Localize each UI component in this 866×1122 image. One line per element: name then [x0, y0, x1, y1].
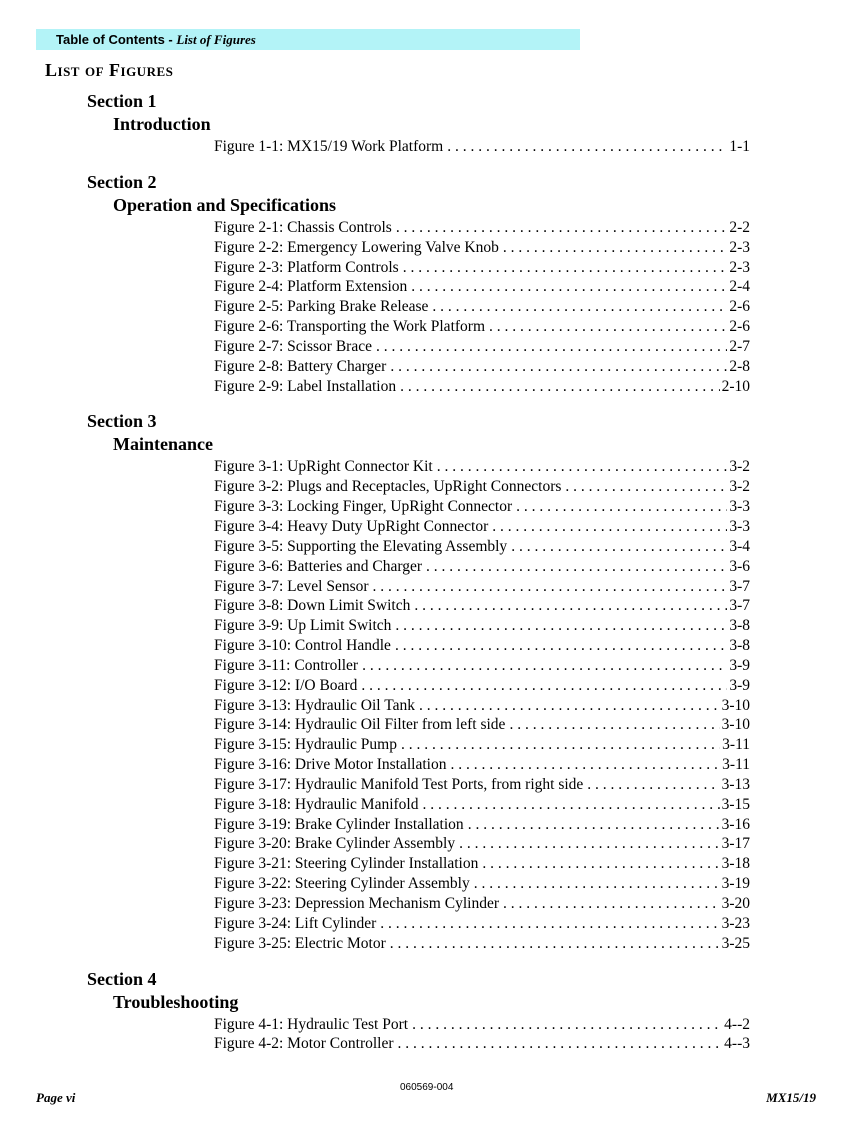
figure-page-number: 3-7 [729, 577, 750, 595]
dot-leader [587, 775, 719, 795]
dot-leader [422, 795, 719, 815]
dot-leader [401, 735, 720, 755]
figure-page-number: 2-6 [729, 318, 750, 336]
section-subheading: Introduction [113, 114, 211, 134]
dot-leader [373, 577, 728, 597]
figure-label: Figure 3-22: Steering Cylinder Assembly [214, 875, 470, 893]
header-band [36, 29, 580, 50]
figure-page-number: 3-9 [729, 676, 750, 694]
figure-page-number: 3-7 [729, 597, 750, 615]
figure-label: Figure 2-8: Battery Charger [214, 357, 387, 375]
dot-leader [447, 137, 727, 157]
dot-leader [450, 755, 720, 775]
dot-leader [474, 874, 720, 894]
figure-page-number: 2-6 [729, 298, 750, 316]
dot-leader [426, 557, 727, 577]
dot-leader [565, 477, 727, 497]
dot-leader [396, 218, 728, 238]
figure-label: Figure 3-14: Hydraulic Oil Filter from left side [214, 716, 506, 734]
figure-page-number: 3-9 [729, 656, 750, 674]
figure-page-number: 3-25 [721, 934, 750, 952]
figure-entry[interactable] [214, 337, 750, 357]
dot-leader [511, 537, 727, 557]
figure-entry[interactable] [214, 874, 750, 894]
dot-leader [362, 656, 727, 676]
dot-leader [395, 636, 727, 656]
figure-page-number: 3-6 [729, 557, 750, 575]
figure-entry[interactable] [214, 277, 750, 297]
figure-entry[interactable] [214, 258, 750, 278]
figure-page-number: 2-2 [729, 218, 750, 236]
figure-entry[interactable] [214, 477, 750, 497]
figure-entry[interactable] [214, 357, 750, 377]
figure-label: Figure 3-3: Locking Finger, UpRight Connector [214, 498, 513, 516]
figure-label: Figure 3-12: I/O Board [214, 676, 358, 694]
section-heading: Section 3 [87, 411, 157, 432]
figure-label: Figure 2-3: Platform Controls [214, 258, 399, 276]
figure-entry[interactable] [214, 834, 750, 854]
figure-entry[interactable] [214, 696, 750, 716]
figure-page-number: 3-15 [721, 795, 750, 813]
figure-label: Figure 3-18: Hydraulic Manifold [214, 795, 419, 813]
figure-entry[interactable] [214, 894, 750, 914]
figure-list [0, 90, 866, 1054]
dot-leader [390, 934, 720, 954]
figure-page-number: 3-23 [721, 914, 750, 932]
figure-entry[interactable] [214, 1015, 750, 1035]
dot-leader [482, 854, 719, 874]
section-heading: Section 4 [87, 968, 157, 989]
figure-label: Figure 2-5: Parking Brake Release [214, 298, 429, 316]
figure-page-number: 3-8 [729, 617, 750, 635]
figure-page-number: 3-8 [729, 637, 750, 655]
header-title-text: Table of Contents - [56, 32, 177, 47]
figure-label: Figure 1-1: MX15/19 Work Platform [214, 138, 444, 155]
figure-page-number: 3-11 [722, 756, 750, 774]
figure-label: Figure 3-8: Down Limit Switch [214, 597, 411, 615]
dot-leader [432, 297, 727, 317]
figure-page-number: 3-11 [722, 736, 750, 754]
figure-entry[interactable] [214, 636, 750, 656]
dot-leader [489, 317, 727, 337]
figure-entry[interactable] [214, 715, 750, 735]
footer-doc-number: 060569-004 [400, 1082, 454, 1093]
figure-label: Figure 2-2: Emergency Lowering Valve Knob [214, 238, 499, 256]
section-heading: Section 2 [87, 171, 157, 192]
figure-label: Figure 2-7: Scissor Brace [214, 337, 372, 355]
figure-page-number: 2-3 [729, 238, 750, 256]
section-block [0, 90, 866, 157]
figure-label: Figure 3-7: Level Sensor [214, 577, 369, 595]
figure-label: Figure 3-4: Heavy Duty UpRight Connector [214, 517, 489, 535]
figure-label: Figure 3-23: Depression Mechanism Cylinder [214, 895, 499, 912]
page-title: List of Figures [45, 60, 174, 80]
figure-label: Figure 3-24: Lift Cylinder [214, 914, 377, 932]
section-heading: Section 1 [87, 91, 157, 111]
figure-entry[interactable] [214, 497, 750, 517]
figure-label: Figure 3-25: Electric Motor [214, 934, 386, 952]
section-gap [0, 954, 866, 968]
figure-entry[interactable] [214, 517, 750, 537]
dot-leader [503, 238, 728, 258]
figure-label: Figure 3-20: Brake Cylinder Assembly [214, 835, 456, 853]
figure-page-number: 3-3 [729, 517, 750, 535]
dot-leader [503, 894, 720, 914]
figure-entry[interactable] [214, 1034, 750, 1054]
figure-label: Figure 3-6: Batteries and Charger [214, 557, 423, 575]
figure-label: Figure 3-19: Brake Cylinder Installation [214, 815, 464, 833]
dot-leader [509, 715, 719, 735]
dot-leader [516, 497, 727, 517]
dot-leader [403, 258, 728, 278]
dot-leader [437, 457, 728, 477]
figure-page-number: 3-13 [721, 775, 750, 793]
dot-leader [411, 277, 727, 297]
figure-entry[interactable] [214, 914, 750, 934]
section-block [0, 410, 866, 953]
figure-entry[interactable] [214, 317, 750, 337]
dot-leader [390, 357, 727, 377]
figure-page-number: 2-3 [729, 258, 750, 276]
figure-label: Figure 4-1: Hydraulic Test Port [214, 1015, 409, 1033]
figure-entry[interactable] [214, 137, 750, 157]
figure-page-number: 3-17 [721, 835, 750, 853]
dot-leader [398, 1034, 723, 1054]
footer-page-number: Page vi [36, 1090, 76, 1105]
figure-entry[interactable] [214, 656, 750, 676]
figure-page-number: 3-3 [729, 498, 750, 516]
figure-page-number: 3-4 [729, 537, 750, 555]
dot-leader [376, 337, 727, 357]
dot-leader [361, 676, 727, 696]
dot-leader [414, 596, 727, 616]
figure-entry[interactable] [214, 596, 750, 616]
figure-entry[interactable] [214, 377, 750, 397]
figure-entry[interactable] [214, 616, 750, 636]
figure-entry[interactable] [214, 795, 750, 815]
figure-entry[interactable] [214, 557, 750, 577]
figure-label: Figure 3-2: Plugs and Receptacles, UpRight Connectors [214, 478, 562, 496]
figure-entry[interactable] [214, 854, 750, 874]
figure-page-number: 2-10 [721, 377, 750, 395]
figure-entry[interactable] [214, 676, 750, 696]
figure-page-number: 3-2 [729, 478, 750, 496]
dot-leader [468, 815, 720, 835]
dot-leader [400, 377, 719, 397]
figure-label: Figure 3-16: Drive Motor Installation [214, 756, 447, 774]
figure-entry[interactable] [214, 297, 750, 317]
figure-page-number: 2-8 [729, 357, 750, 375]
figure-page-number: 3-10 [721, 716, 750, 734]
figure-label: Figure 3-17: Hydraulic Manifold Test Ports, from right side [214, 775, 584, 793]
figure-entry[interactable] [214, 537, 750, 557]
dot-leader [419, 696, 720, 716]
figure-label: Figure 2-6: Transporting the Work Platform [214, 318, 486, 336]
figure-label: Figure 3-21: Steering Cylinder Installation [214, 855, 479, 873]
figure-page-number: 3-16 [721, 815, 750, 833]
section-subheading: Maintenance [113, 434, 213, 455]
figure-entry[interactable] [214, 815, 750, 835]
dot-leader [492, 517, 727, 537]
figure-page-number: 3-18 [721, 855, 750, 873]
section-block [0, 171, 866, 397]
figure-entry[interactable] [214, 218, 750, 238]
section-block [0, 968, 866, 1055]
figure-entry[interactable] [214, 755, 750, 775]
figure-entry[interactable] [214, 775, 750, 795]
figure-label: Figure 2-4: Platform Extension [214, 278, 408, 296]
figure-label: Figure 4-2: Motor Controller [214, 1035, 394, 1053]
figure-label: Figure 3-1: UpRight Connector Kit [214, 458, 433, 476]
figure-page-number: 4--3 [724, 1035, 750, 1053]
figure-entry[interactable] [214, 934, 750, 954]
figure-page-number: 3-2 [729, 458, 750, 476]
section-subheading: Troubleshooting [113, 991, 239, 1012]
figure-label: Figure 3-15: Hydraulic Pump [214, 736, 397, 754]
figure-page-number: 3-19 [721, 875, 750, 893]
figure-label: Figure 3-5: Supporting the Elevating Assembly [214, 537, 508, 555]
dot-leader [395, 616, 727, 636]
figure-label: Figure 3-10: Control Handle [214, 637, 391, 655]
figure-page-number: 1-1 [729, 138, 750, 155]
figure-entry[interactable] [214, 577, 750, 597]
dot-leader [412, 1015, 722, 1035]
figure-label: Figure 3-11: Controller [214, 656, 359, 674]
figure-page-number: 2-4 [729, 278, 750, 296]
figure-page-number: 4--2 [724, 1015, 750, 1033]
section-gap [0, 157, 866, 171]
figure-entry[interactable] [214, 735, 750, 755]
dot-leader [380, 914, 719, 934]
figure-page-number: 3-10 [721, 696, 750, 714]
figure-label: Figure 3-9: Up Limit Switch [214, 617, 392, 635]
figure-entry[interactable] [214, 238, 750, 258]
section-subheading: Operation and Specifications [113, 194, 337, 215]
figure-label: Figure 3-13: Hydraulic Oil Tank [214, 696, 415, 714]
figure-label: Figure 2-9: Label Installation [214, 377, 397, 395]
header-subtitle: List of Figures [176, 32, 256, 47]
figure-label: Figure 2-1: Chassis Controls [214, 218, 392, 236]
header-title [56, 32, 256, 48]
figure-page-number: 2-7 [729, 337, 750, 355]
footer-model: MX15/19 [766, 1090, 816, 1105]
figure-entry[interactable] [214, 457, 750, 477]
figure-page-number: 3-20 [721, 895, 750, 912]
section-gap [0, 396, 866, 410]
dot-leader [459, 834, 719, 854]
